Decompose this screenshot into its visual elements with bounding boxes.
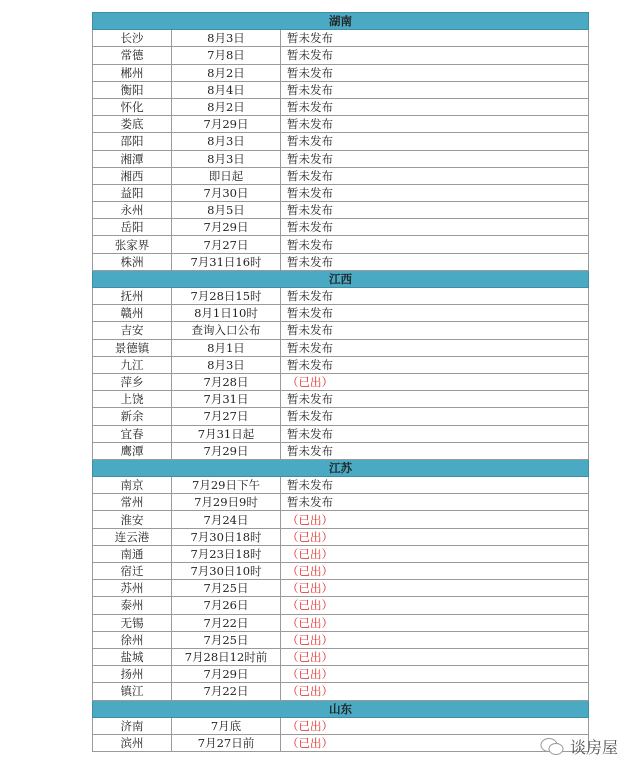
city-cell: 南通 <box>93 545 172 562</box>
section-header <box>93 13 589 30</box>
date-cell: 7月29日 <box>172 666 281 683</box>
city-cell: 无锡 <box>93 614 172 631</box>
status-cell: （已出） <box>281 734 589 751</box>
table-row <box>93 339 589 356</box>
city-cell: 新余 <box>93 408 172 425</box>
date-cell: 7月30日 <box>172 184 281 201</box>
date-cell: 7月27日 <box>172 236 281 253</box>
section-header <box>93 270 589 287</box>
status-cell: 暂未发布 <box>281 150 589 167</box>
status-cell: 暂未发布 <box>281 322 589 339</box>
city-cell: 湘西 <box>93 167 172 184</box>
status-cell: 暂未发布 <box>281 305 589 322</box>
status-cell: （已出） <box>281 614 589 631</box>
city-cell: 苏州 <box>93 580 172 597</box>
date-cell: 7月23日18时 <box>172 545 281 562</box>
exam-results-table <box>92 12 589 752</box>
section-title: 江苏 <box>93 459 589 476</box>
status-cell: （已出） <box>281 648 589 665</box>
status-cell: 暂未发布 <box>281 184 589 201</box>
status-cell: （已出） <box>281 666 589 683</box>
section-title: 湖南 <box>93 13 589 30</box>
city-cell: 娄底 <box>93 116 172 133</box>
status-cell: 暂未发布 <box>281 356 589 373</box>
table-row <box>93 563 589 580</box>
city-cell: 益阳 <box>93 184 172 201</box>
date-cell: 7月29日 <box>172 219 281 236</box>
status-cell: （已出） <box>281 597 589 614</box>
date-cell: 8月2日 <box>172 98 281 115</box>
table-row <box>93 391 589 408</box>
table-row <box>93 631 589 648</box>
city-cell: 常州 <box>93 494 172 511</box>
status-cell: 暂未发布 <box>281 116 589 133</box>
city-cell: 邵阳 <box>93 133 172 150</box>
city-cell: 济南 <box>93 717 172 734</box>
city-cell: 盐城 <box>93 648 172 665</box>
table-row <box>93 116 589 133</box>
city-cell: 滨州 <box>93 734 172 751</box>
date-cell: 7月29日9时 <box>172 494 281 511</box>
date-cell: 7月底 <box>172 717 281 734</box>
status-cell: 暂未发布 <box>281 81 589 98</box>
date-cell: 7月30日18时 <box>172 528 281 545</box>
table-row <box>93 47 589 64</box>
status-cell: 暂未发布 <box>281 98 589 115</box>
status-cell: 暂未发布 <box>281 30 589 47</box>
table-row <box>93 219 589 236</box>
status-cell: （已出） <box>281 511 589 528</box>
table-row <box>93 614 589 631</box>
table-row <box>93 545 589 562</box>
table-row <box>93 666 589 683</box>
city-cell: 镇江 <box>93 683 172 700</box>
date-cell: 8月3日 <box>172 30 281 47</box>
table-row <box>93 167 589 184</box>
city-cell: 衡阳 <box>93 81 172 98</box>
status-cell: 暂未发布 <box>281 236 589 253</box>
status-cell: 暂未发布 <box>281 339 589 356</box>
table-row <box>93 184 589 201</box>
date-cell: 7月27日前 <box>172 734 281 751</box>
date-cell: 8月1日10时 <box>172 305 281 322</box>
date-cell: 7月29日 <box>172 442 281 459</box>
city-cell: 吉安 <box>93 322 172 339</box>
table-row <box>93 734 589 751</box>
table-row <box>93 322 589 339</box>
table-row <box>93 373 589 390</box>
status-cell: 暂未发布 <box>281 477 589 494</box>
table-row <box>93 305 589 322</box>
date-cell: 8月3日 <box>172 133 281 150</box>
city-cell: 湘潭 <box>93 150 172 167</box>
wechat-icon <box>540 737 564 757</box>
city-cell: 岳阳 <box>93 219 172 236</box>
city-cell: 上饶 <box>93 391 172 408</box>
table-row <box>93 150 589 167</box>
city-cell: 淮安 <box>93 511 172 528</box>
date-cell: 7月28日 <box>172 373 281 390</box>
watermark <box>540 735 618 758</box>
table-row <box>93 717 589 734</box>
table-row <box>93 81 589 98</box>
city-cell: 景德镇 <box>93 339 172 356</box>
status-cell: （已出） <box>281 373 589 390</box>
table-row <box>93 580 589 597</box>
date-cell: 7月8日 <box>172 47 281 64</box>
city-cell: 泰州 <box>93 597 172 614</box>
status-cell: 暂未发布 <box>281 133 589 150</box>
status-cell: （已出） <box>281 545 589 562</box>
date-cell: 7月24日 <box>172 511 281 528</box>
status-cell: 暂未发布 <box>281 425 589 442</box>
table-row <box>93 30 589 47</box>
city-cell: 永州 <box>93 202 172 219</box>
status-cell: （已出） <box>281 717 589 734</box>
status-cell: （已出） <box>281 563 589 580</box>
city-cell: 郴州 <box>93 64 172 81</box>
city-cell: 宜春 <box>93 425 172 442</box>
date-cell: 8月1日 <box>172 339 281 356</box>
date-cell: 7月30日10时 <box>172 563 281 580</box>
date-cell: 7月25日 <box>172 580 281 597</box>
status-cell: 暂未发布 <box>281 288 589 305</box>
date-cell: 7月22日 <box>172 683 281 700</box>
status-cell: 暂未发布 <box>281 494 589 511</box>
status-cell: （已出） <box>281 580 589 597</box>
table-row <box>93 597 589 614</box>
city-cell: 怀化 <box>93 98 172 115</box>
table-row <box>93 511 589 528</box>
date-cell: 7月31日 <box>172 391 281 408</box>
city-cell: 赣州 <box>93 305 172 322</box>
table-row <box>93 528 589 545</box>
status-cell: （已出） <box>281 631 589 648</box>
status-cell: 暂未发布 <box>281 219 589 236</box>
status-cell: 暂未发布 <box>281 64 589 81</box>
watermark-text: 谈房屋 <box>570 738 619 757</box>
date-cell: 8月3日 <box>172 150 281 167</box>
city-cell: 九江 <box>93 356 172 373</box>
date-cell: 即日起 <box>172 167 281 184</box>
date-cell: 7月31日起 <box>172 425 281 442</box>
table-row <box>93 408 589 425</box>
city-cell: 徐州 <box>93 631 172 648</box>
table-row <box>93 683 589 700</box>
date-cell: 7月29日 <box>172 116 281 133</box>
date-cell: 8月4日 <box>172 81 281 98</box>
date-cell: 7月29日下午 <box>172 477 281 494</box>
city-cell: 常德 <box>93 47 172 64</box>
city-cell: 南京 <box>93 477 172 494</box>
city-cell: 株洲 <box>93 253 172 270</box>
date-cell: 8月3日 <box>172 356 281 373</box>
date-cell: 7月22日 <box>172 614 281 631</box>
status-cell: 暂未发布 <box>281 47 589 64</box>
date-cell: 8月5日 <box>172 202 281 219</box>
table-row <box>93 425 589 442</box>
table-row <box>93 494 589 511</box>
table-row <box>93 648 589 665</box>
city-cell: 扬州 <box>93 666 172 683</box>
table-row <box>93 442 589 459</box>
city-cell: 长沙 <box>93 30 172 47</box>
city-cell: 宿迁 <box>93 563 172 580</box>
city-cell: 萍乡 <box>93 373 172 390</box>
status-cell: 暂未发布 <box>281 202 589 219</box>
status-cell: 暂未发布 <box>281 442 589 459</box>
table-row <box>93 288 589 305</box>
table-row <box>93 236 589 253</box>
city-cell: 鹰潭 <box>93 442 172 459</box>
table-row <box>93 356 589 373</box>
status-cell: 暂未发布 <box>281 408 589 425</box>
table-row <box>93 253 589 270</box>
section-header <box>93 459 589 476</box>
section-title: 江西 <box>93 270 589 287</box>
date-cell: 7月28日12时前 <box>172 648 281 665</box>
date-cell: 7月31日16时 <box>172 253 281 270</box>
status-cell: （已出） <box>281 683 589 700</box>
date-cell: 7月27日 <box>172 408 281 425</box>
date-cell: 查询入口公布 <box>172 322 281 339</box>
city-cell: 连云港 <box>93 528 172 545</box>
status-cell: 暂未发布 <box>281 253 589 270</box>
city-cell: 张家界 <box>93 236 172 253</box>
table-row <box>93 133 589 150</box>
table-row <box>93 64 589 81</box>
city-cell: 抚州 <box>93 288 172 305</box>
date-cell: 7月28日15时 <box>172 288 281 305</box>
date-cell: 7月26日 <box>172 597 281 614</box>
table-row <box>93 98 589 115</box>
table-row <box>93 202 589 219</box>
status-cell: （已出） <box>281 528 589 545</box>
status-cell: 暂未发布 <box>281 391 589 408</box>
date-cell: 7月25日 <box>172 631 281 648</box>
section-header <box>93 700 589 717</box>
section-title: 山东 <box>93 700 589 717</box>
status-cell: 暂未发布 <box>281 167 589 184</box>
table-row <box>93 477 589 494</box>
date-cell: 8月2日 <box>172 64 281 81</box>
